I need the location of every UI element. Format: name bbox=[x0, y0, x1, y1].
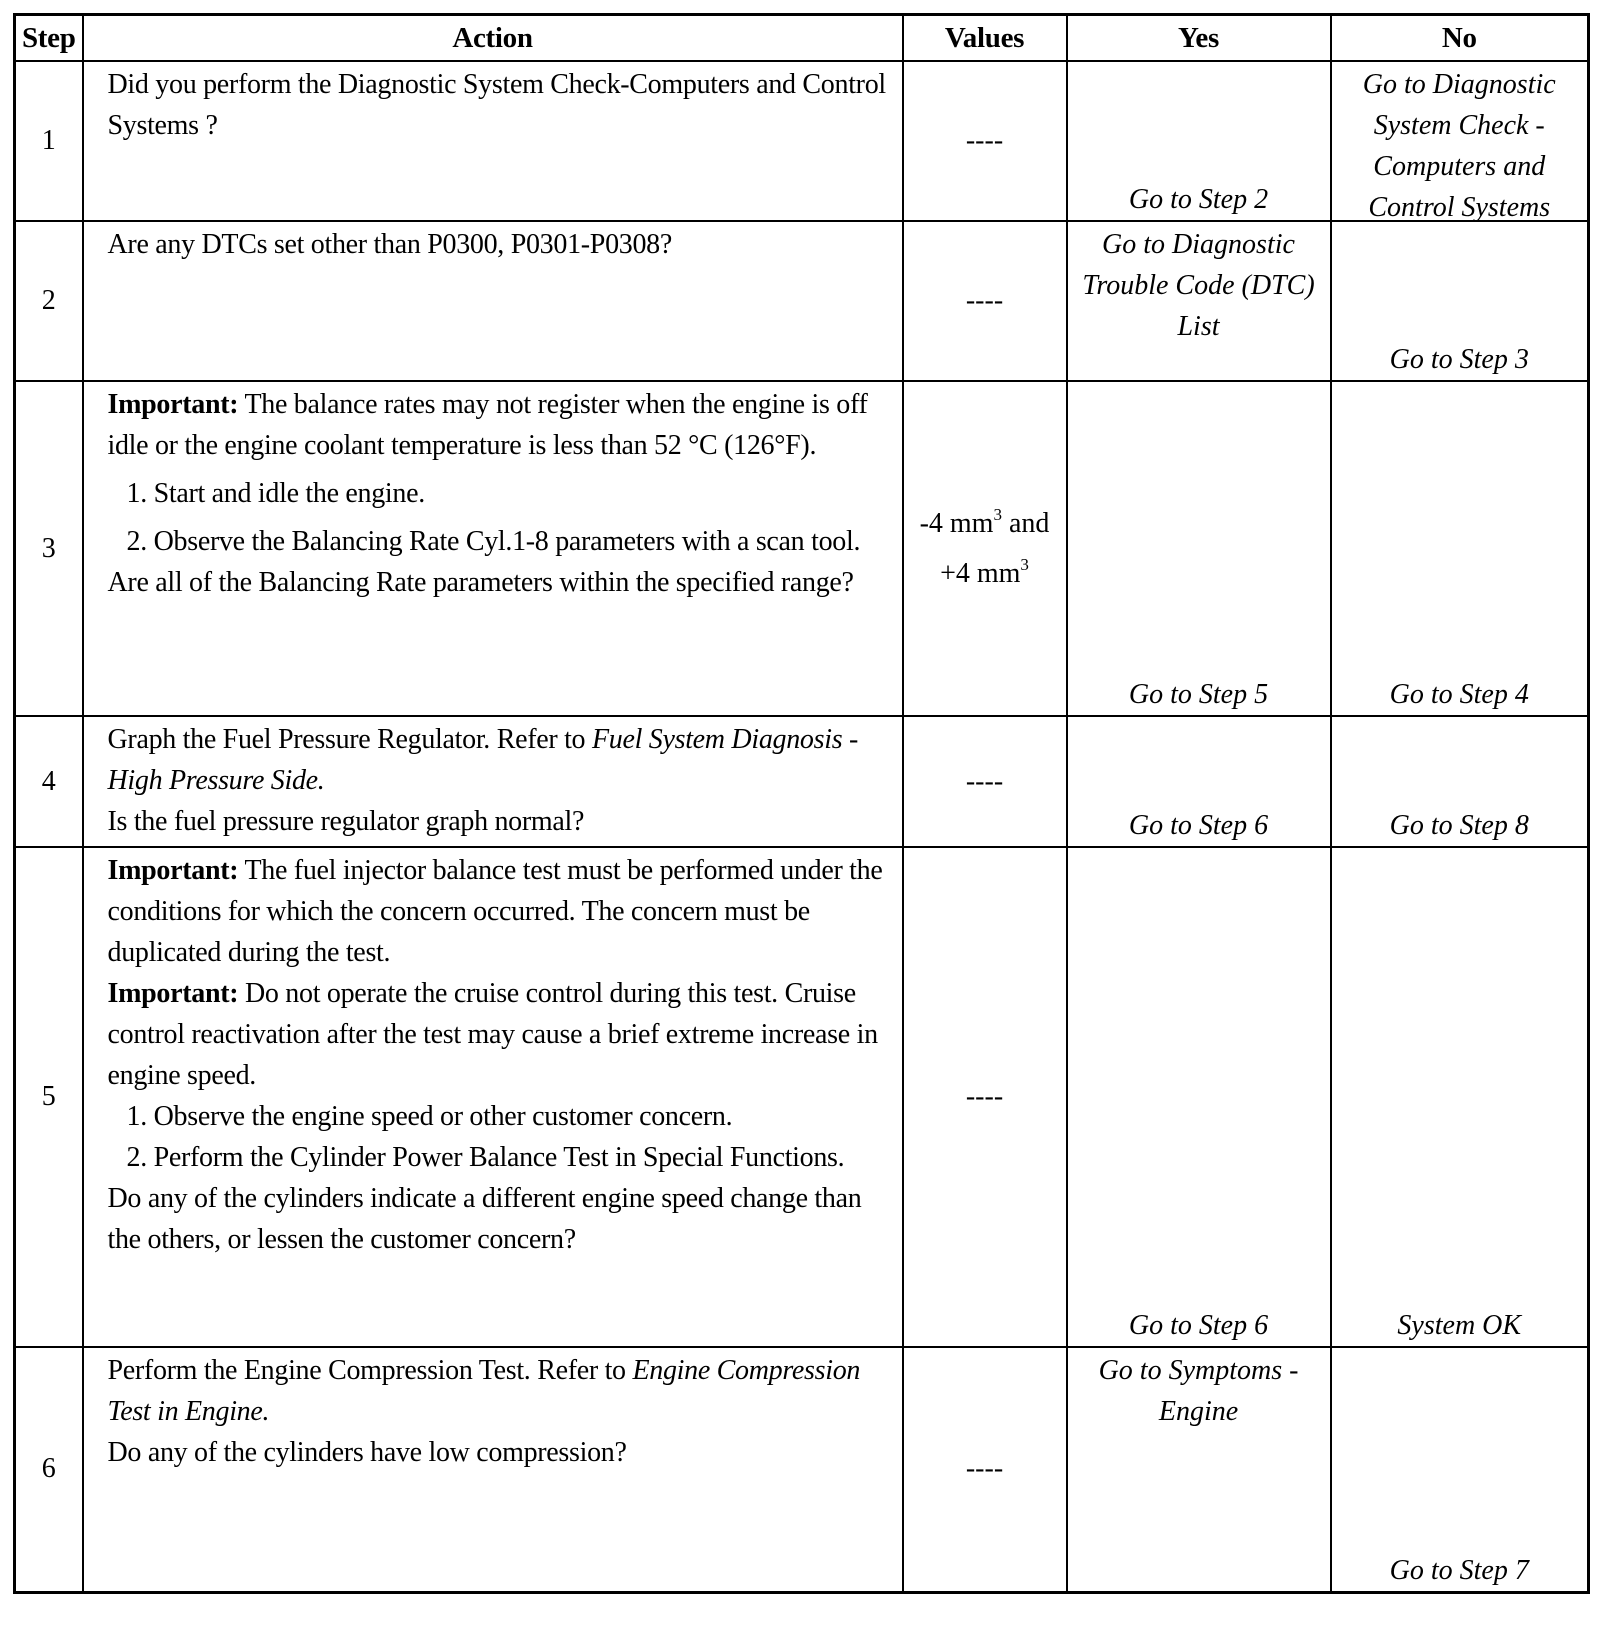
action-question: Is the fuel pressure regulator graph normal? bbox=[107, 806, 585, 837]
table-row-step-1 bbox=[15, 61, 1589, 221]
table-row-step-3 bbox=[15, 381, 1589, 716]
yes-link[interactable]: Go to Step 5 bbox=[1128, 679, 1269, 710]
yes-link[interactable]: Go to Diagnostic Trouble Code (DTC) List bbox=[1082, 229, 1315, 342]
no-link[interactable]: Go to Step 3 bbox=[1389, 344, 1529, 375]
list-item: 2. Observe the Balancing Rate Cyl.1-8 parameters with a scan tool. bbox=[126, 526, 861, 557]
action-cell bbox=[83, 61, 903, 221]
values-cell: ---- bbox=[903, 716, 1067, 847]
header-row bbox=[15, 15, 1589, 62]
action-text: Perform the Engine Compression Test. Refer to Engine Compression Test in Engine. bbox=[107, 1355, 861, 1427]
no-cell bbox=[1331, 381, 1589, 716]
important-label: Important: bbox=[107, 978, 239, 1009]
important-note bbox=[108, 850, 896, 973]
step-number: 2 bbox=[15, 221, 83, 381]
header-step: Step bbox=[15, 15, 83, 62]
yes-cell bbox=[1067, 1347, 1331, 1592]
important-text: Do not operate the cruise control during this test. Cruise control reactivation after the test may cause a brief extreme increase in engine speed. bbox=[107, 978, 878, 1091]
no-link[interactable]: Go to Diagnostic System Check - Computers and Control Systems bbox=[1362, 69, 1556, 223]
step-number: 1 bbox=[15, 61, 83, 221]
header-yes: Yes bbox=[1067, 15, 1331, 62]
header-action: Action bbox=[83, 15, 903, 62]
important-text: The fuel injector balance test must be performed under the conditions for which the concern occurred. The concern must be duplicated during the test. bbox=[107, 855, 883, 968]
header-no: No bbox=[1331, 15, 1589, 62]
no-link[interactable]: Go to Step 4 bbox=[1389, 679, 1529, 710]
list-item: 1. Observe the engine speed or other customer concern. bbox=[126, 1101, 733, 1132]
important-label: Important: bbox=[107, 389, 239, 420]
step-number: 6 bbox=[15, 1347, 83, 1592]
values-cell: ---- bbox=[903, 61, 1067, 221]
important-note bbox=[108, 384, 896, 466]
action-cell bbox=[83, 221, 903, 381]
value-max: +4 $mm^3$ bbox=[940, 554, 1029, 589]
no-link[interactable]: Go to Step 7 bbox=[1389, 1554, 1529, 1586]
diagnostic-table bbox=[13, 13, 1590, 1594]
table-row-step-4 bbox=[15, 716, 1589, 847]
action-cell bbox=[83, 716, 903, 847]
values-cell: ---- bbox=[903, 1347, 1067, 1592]
action-question: Do any of the cylinders have low compression? bbox=[107, 1437, 627, 1468]
header-values: Values bbox=[903, 15, 1067, 62]
no-cell bbox=[1331, 221, 1589, 381]
action-cell bbox=[83, 1347, 903, 1592]
table-row-step-5 bbox=[15, 847, 1589, 1347]
step-number: 4 bbox=[15, 716, 83, 847]
important-label: Important: bbox=[107, 855, 239, 886]
no-cell bbox=[1331, 1347, 1589, 1592]
action-cell bbox=[83, 847, 903, 1347]
no-cell bbox=[1331, 847, 1589, 1347]
action-text: Are any DTCs set other than P0300, P0301-P0308? bbox=[107, 229, 673, 260]
no-result: System OK bbox=[1397, 1310, 1522, 1341]
no-link[interactable]: Go to Step 8 bbox=[1389, 810, 1529, 841]
list-item: 1. Start and idle the engine. bbox=[126, 478, 425, 509]
action-text: Did you perform the Diagnostic System Check-Computers and Control Systems ? bbox=[107, 69, 886, 141]
action-question: Do any of the cylinders indicate a different engine speed change than the others, or lessen the customer concern? bbox=[107, 1183, 862, 1255]
yes-link[interactable]: Go to Step 6 bbox=[1128, 810, 1269, 841]
no-cell bbox=[1331, 716, 1589, 847]
list-item: 2. Perform the Cylinder Power Balance Test in Special Functions. bbox=[126, 1142, 845, 1173]
action-text: Graph the Fuel Pressure Regulator. Refer to Fuel System Diagnosis - High Pressure Side. bbox=[107, 724, 859, 796]
important-text: The balance rates may not register when the engine is off idle or the engine coolant temperature is less than 52 °C (126°F). bbox=[107, 389, 868, 461]
reference-link[interactable]: Engine Compression Test in Engine. bbox=[107, 1355, 861, 1427]
value-min: -4 $mm^3$ and bbox=[919, 504, 1050, 539]
table-row-step-2 bbox=[15, 221, 1589, 381]
values-cell bbox=[903, 381, 1067, 716]
yes-cell bbox=[1067, 381, 1331, 716]
table-row-step-6 bbox=[15, 1347, 1589, 1592]
yes-cell bbox=[1067, 61, 1331, 221]
action-cell bbox=[83, 381, 903, 716]
no-cell bbox=[1331, 61, 1589, 221]
step-number: 3 bbox=[15, 381, 83, 716]
yes-link[interactable]: Go to Step 2 bbox=[1128, 184, 1269, 215]
yes-cell bbox=[1067, 221, 1331, 381]
values-cell: ---- bbox=[903, 847, 1067, 1347]
reference-link[interactable]: Fuel System Diagnosis - High Pressure Side. bbox=[107, 724, 859, 796]
step-number: 5 bbox=[15, 847, 83, 1347]
yes-cell bbox=[1067, 847, 1331, 1347]
values-cell: ---- bbox=[903, 221, 1067, 381]
yes-cell bbox=[1067, 716, 1331, 847]
important-note bbox=[108, 973, 896, 1096]
action-question: Are all of the Balancing Rate parameters within the specified range? bbox=[107, 567, 854, 598]
yes-link[interactable]: Go to Step 6 bbox=[1128, 1310, 1269, 1341]
yes-link[interactable]: Go to Symptoms - Engine bbox=[1098, 1355, 1299, 1427]
